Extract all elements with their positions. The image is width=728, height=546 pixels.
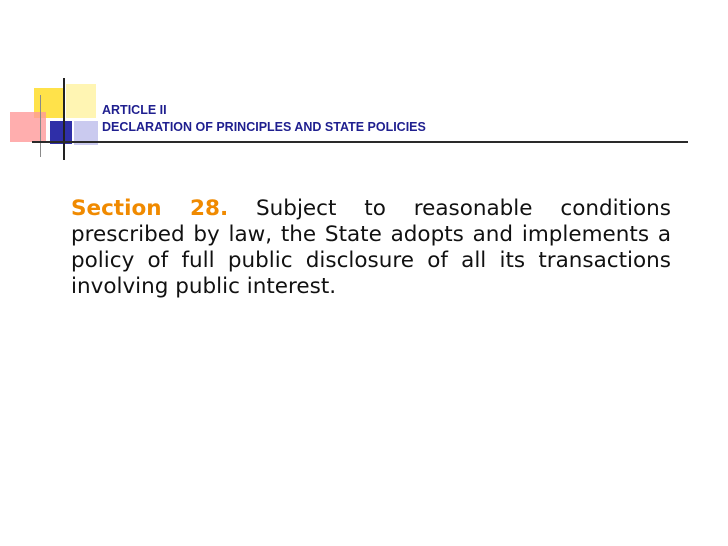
decor-light-yellow-square <box>66 84 96 118</box>
section-text <box>71 196 671 300</box>
decor-vertical-line <box>63 78 65 160</box>
section-body: Subject to reasonable conditions prescribed by law, the State adopts and implements a policy of full public disclosure of all its transactions involving public interest. <box>71 196 671 299</box>
article-title: ARTICLE II <box>102 103 167 117</box>
title-divider-line <box>32 141 688 143</box>
decor-vertical-gray-line <box>40 95 41 157</box>
section-label: Section 28. <box>71 196 229 221</box>
slide-header <box>102 102 426 136</box>
article-subtitle: DECLARATION OF PRINCIPLES AND STATE POLICIES <box>102 120 426 134</box>
